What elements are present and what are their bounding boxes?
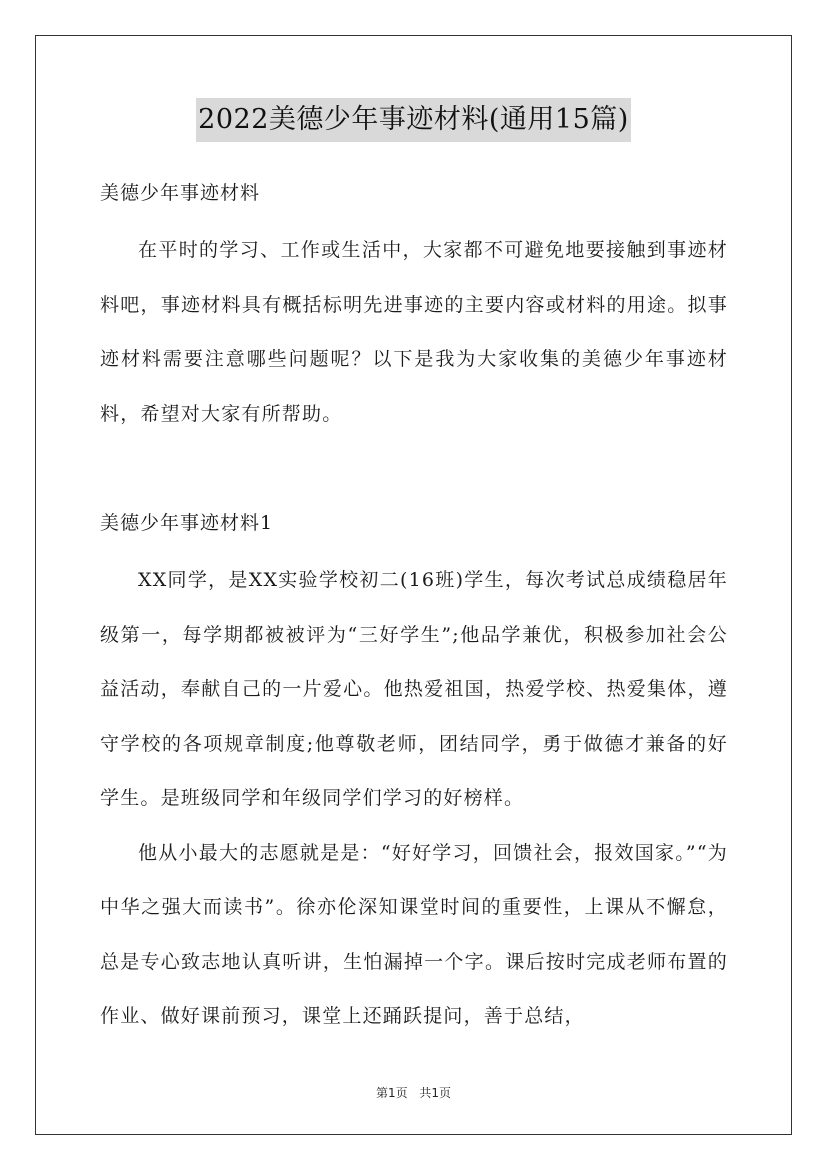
section-paragraph-2: 他从小最大的志愿就是是：“好好学习，回馈社会，报效国家。”“为中华之强大而读书”。徐亦伦深知课堂时间的重要性，上课从不懈怠，总是专心致志地认真听讲，生怕漏掉一个字。课后按时完成老师布置的作业、做好课前预习，课堂上还踊跃提问，善于总结， bbox=[100, 841, 728, 1027]
title-container bbox=[0, 98, 827, 142]
document-title: 2022美德少年事迹材料(通用15篇) bbox=[196, 98, 631, 142]
page-number-current: 第1页 bbox=[375, 1086, 408, 1100]
intro-paragraph: 在平时的学习、工作或生活中，大家都不可避免地要接触到事迹材料吧，事迹材料具有概括标明先进事迹的主要内容或材料的用途。拟事迹材料需要注意哪些问题呢？以下是我为大家收集的美德少年事迹材料，希望对大家有所帮助。 bbox=[100, 239, 728, 425]
section-paragraph-1: XX同学，是XX实验学校初二(16班)学生，每次考试总成绩稳居年级第一，每学期都被被评为“三好学生”;他品学兼优，积极参加社会公益活动，奉献自己的一片爱心。他热爱祖国，热爱学校、热爱集体，遵守学校的各项规章制度;他尊敬老师，团结同学，勇于做德才兼备的好学生。是班级同学和年级同学们学习的好榜样。 bbox=[100, 569, 728, 809]
section-spacer bbox=[100, 441, 728, 505]
intro-heading: 美德少年事迹材料 bbox=[100, 182, 261, 204]
section-heading: 美德少年事迹材料1 bbox=[100, 512, 274, 534]
page-footer bbox=[0, 1084, 827, 1101]
page-number-total: 共1页 bbox=[419, 1086, 452, 1100]
document-body bbox=[100, 175, 728, 1044]
